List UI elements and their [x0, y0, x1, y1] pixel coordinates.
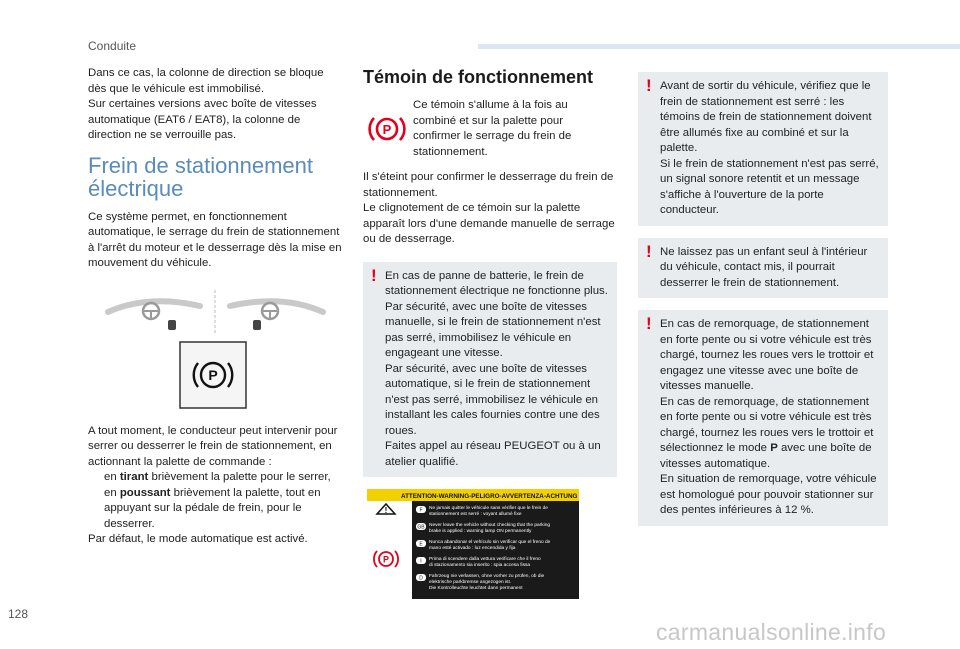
warning-line-mode-p [660, 395, 882, 473]
bullet-bold: tirant [119, 471, 149, 483]
label-line: Never leave the vehicle without checking that the parking [429, 523, 551, 528]
parking-brake-button-icon [180, 342, 246, 408]
label-line: Die Kontrolleuchte leuchtet dann permanent [429, 586, 523, 591]
label-line: Prima di scendere dalla vettura verificare che il freno [429, 557, 541, 562]
warning-line: En situation de remorquage, votre véhicule est homologué pour pouvoir stationner sur des pentes inférieures à 12 %. [660, 473, 877, 516]
label-line: mano esté activado : luz encendida y fija [429, 546, 516, 551]
intro-paragraph-1: Dans ce cas, la colonne de direction se bloque dès que le véhicule est immobilisé. [88, 67, 324, 95]
battery-failure-warning [363, 262, 617, 478]
warning-lamp-description: Ce témoin s'allume à la fois au combiné et sur la palette pour confirmer le serrage du frein de stationnement. [413, 99, 572, 158]
warning-line: Si le frein de stationnement n'est pas serré, un signal sonore retentit et un message s'affiche à l'ouverture de la porte conducteur. [660, 157, 879, 216]
section-heading-electric-parking-brake: Frein de stationnement électrique [88, 152, 314, 201]
watermark: carmanualsonline.info [656, 619, 887, 645]
warning-line: Par sécurité, avec une boîte de vitesses automatique, si le frein de stationnement n'est pas serré, immobilisez le véhicule en installant les cales fournies contre une des roues. [385, 362, 600, 437]
column-2 [363, 66, 617, 599]
exclamation-warning-icon: ! [646, 241, 652, 261]
svg-text:P: P [382, 122, 392, 137]
parking-brake-warning-icon [363, 98, 411, 160]
warning-label-svg [367, 489, 579, 599]
label-line: brake is applied : warning lamp ON permanently [429, 529, 532, 534]
section-heading-warning-lamp: Témoin de fonctionnement [363, 67, 594, 87]
bullet-push [88, 486, 343, 533]
warning-line: Faites appel au réseau PEUGEOT ou à un atelier qualifié. [385, 440, 601, 468]
lang-code: GB [417, 524, 425, 531]
page-number: 128 [8, 607, 29, 621]
control-intro: A tout moment, le conducteur peut intervenir pour serrer ou desserrer le frein de stationnement, en actionnant la palette de commande : [88, 424, 338, 468]
label-line: di stazionamento sia inserito : spia accesa fissa [429, 563, 531, 568]
svg-text:P: P [382, 554, 390, 565]
parking-brake-illustration [88, 284, 343, 412]
bullet-bold: poussant [119, 486, 171, 499]
header-bar [478, 44, 960, 49]
label-line: Nunca abandonar el vehículo sin verificar que el freno de [429, 540, 551, 545]
steering-wheel-diagram [88, 284, 343, 412]
column-1 [88, 66, 343, 548]
towing-warning [638, 310, 888, 526]
warning-label-card [367, 489, 579, 599]
column-3 [638, 72, 888, 526]
label-line: Fahrzeug nie verlassen, ohne vorher zu prüfen, ob die [429, 574, 545, 579]
steering-wheel-icon [262, 303, 278, 319]
bullet-pull [88, 470, 343, 486]
lamp-off-text: Il s'éteint pour confirmer le desserrage du frein de stationnement. [363, 171, 614, 199]
lamp-blink-text: Le clignotement de ce témoin sur la palette apparaît lors d'une demande manuelle de serrage ou de desserrage. [363, 202, 615, 245]
label-title: ATTENTION-WARNING-PELIGRO-AVVERTENZA-ACHTUNG [401, 493, 578, 500]
label-line: elektrische parkbremse angezogen ist. [429, 580, 512, 585]
svg-text:P: P [208, 366, 218, 383]
lang-code: E [419, 541, 423, 548]
lang-code: I [420, 558, 422, 565]
label-line: Ne jamais quitter le véhicule sans vérifier que le frein de [429, 506, 548, 511]
system-description: Ce système permet, en fonctionnement automatique, le serrage du frein de stationnement à l'arrêt du moteur et le desserrage dès la mise en mouvement du véhicule. [88, 210, 342, 269]
bullet-prefix: en [104, 471, 120, 483]
svg-text:!: ! [384, 506, 388, 515]
bullet-text: brièvement la palette pour le serrer, [148, 471, 331, 483]
exclamation-warning-icon: ! [646, 314, 652, 333]
lang-code: F [419, 507, 423, 514]
child-warning [638, 238, 888, 299]
warning-line: Par sécurité, avec une boîte de vitesses manuelle, si le frein de stationnement n'est pas serré, immobilisez le véhicule en engageant une vitesse. [385, 300, 601, 359]
label-line: stationnement est serré : voyant allumé fixe [429, 512, 522, 517]
warning-text: En cas de remorquage, de stationnement en forte pente ou si votre véhicule est très chargé, tournez les roues vers le trottoir et sélectionnez le mode [660, 395, 874, 454]
bullet-prefix: en [104, 486, 120, 499]
bullet-text: brièvement la palette, tout en appuyant sur la pédale de frein, pour le desserrer. [104, 486, 321, 530]
warning-line: Ne laissez pas un enfant seul à l'intérieur du véhicule, contact mis, il pourrait desserrer le frein de stationnement. [660, 245, 868, 289]
mode-p-label: P [770, 442, 778, 454]
lang-code: D [419, 575, 423, 582]
intro-paragraph-2: Sur certaines versions avec boîte de vitesses automatique (EAT6 / EAT8), la colonne de direction ne se verrouille pas. [88, 98, 317, 141]
exclamation-warning-icon: ! [646, 76, 652, 95]
warning-text: avec une boîte de vitesses automatique. [660, 442, 872, 470]
exclamation-warning-icon: ! [371, 265, 377, 285]
warning-line: Avant de sortir du véhicule, vérifiez que le frein de stationnement est serré : les témoins de frein de stationnement doivent être allumés fixe au combiné et sur la palette. [660, 80, 872, 154]
warning-line: En cas de remorquage, de stationnement en forte pente ou si votre véhicule est très chargé, tournez les roues vers le trottoir et engagez une vitesse avec une boîte de vitesses manuelle. [660, 318, 874, 392]
default-mode-note: Par défaut, le mode automatique est activé. [88, 533, 308, 545]
warning-line: En cas de panne de batterie, le frein de stationnement électrique ne fonctionne plus. [385, 269, 608, 297]
leaving-vehicle-warning [638, 72, 888, 226]
section-label: Conduite [88, 39, 137, 53]
steering-wheel-icon [143, 303, 159, 319]
warning-lamp-row [363, 98, 617, 160]
